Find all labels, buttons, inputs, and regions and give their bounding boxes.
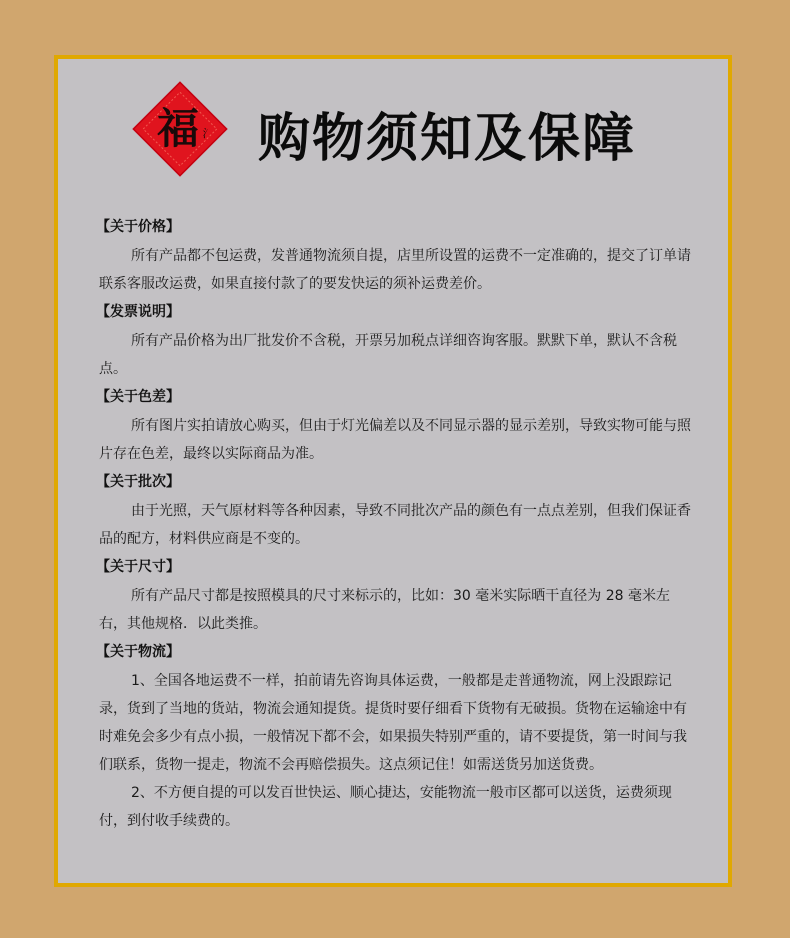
notice-section [96, 553, 696, 638]
section-heading: 【关于批次】 [96, 474, 180, 490]
notice-content [96, 213, 696, 835]
section-heading: 【关于尺寸】 [96, 559, 180, 575]
section-paragraph: 由于光照，天气原材料等各种因素，导致不同批次产品的颜色有一点点差别，但我们保证香品的配方，材料供应商是不变的。 [99, 503, 691, 547]
section-heading: 【发票说明】 [96, 304, 180, 320]
section-paragraph: 所有产品价格为出厂批发价不含税，开票另加税点详细咨询客服。默默下单，默认不含税点。 [99, 333, 677, 377]
section-heading: 【关于物流】 [96, 644, 180, 660]
section-paragraph: 所有产品都不包运费，发普通物流须自提，店里所设置的运费不一定准确的，提交了订单请联系客服改运费，如果直接付款了的要发快运的须补运费差价。 [99, 248, 691, 292]
notice-section [96, 468, 696, 553]
section-heading: 【关于价格】 [96, 219, 180, 235]
page-title: 购物须知及保障 [258, 108, 637, 169]
notice-panel [54, 55, 732, 887]
section-paragraph: 2、不方便自提的可以发百世快运、顺心捷达，安能物流一般市区都可以送货，运费须现付，到付收手续费的。 [99, 785, 672, 829]
section-paragraph: 所有产品尺寸都是按照模具的尺寸来标示的，比如：30 毫米实际晒干直径为 28 毫米左右，其他规格．以此类推。 [99, 588, 670, 632]
notice-section [96, 383, 696, 468]
section-paragraph: 所有图片实拍请放心购买，但由于灯光偏差以及不同显示器的显示差别，导致实物可能与照片存在色差，最终以实际商品为准。 [99, 418, 691, 462]
section-heading: 【关于色差】 [96, 389, 180, 405]
notice-section [96, 638, 696, 835]
fu-logo [130, 79, 230, 179]
logo-char: 福 [156, 104, 200, 153]
section-paragraph: 1、全国各地运费不一样，拍前请先咨询具体运费，一般都是走普通物流，网上没跟踪记录，货到了当地的货站，物流会通知提货。提货时要仔细看下货物有无破损。货物在运输途中有时难免会多少有点小损，一般情况下都不会，如果损失特别严重的，请不要提货，第一时间与我们联系，货物一提走，物流不会再赔偿损失。这点须记住！如需送货另加送货费。 [99, 673, 687, 773]
notice-section [96, 213, 696, 298]
logo-mark: 氵 [202, 127, 214, 140]
notice-section [96, 298, 696, 383]
